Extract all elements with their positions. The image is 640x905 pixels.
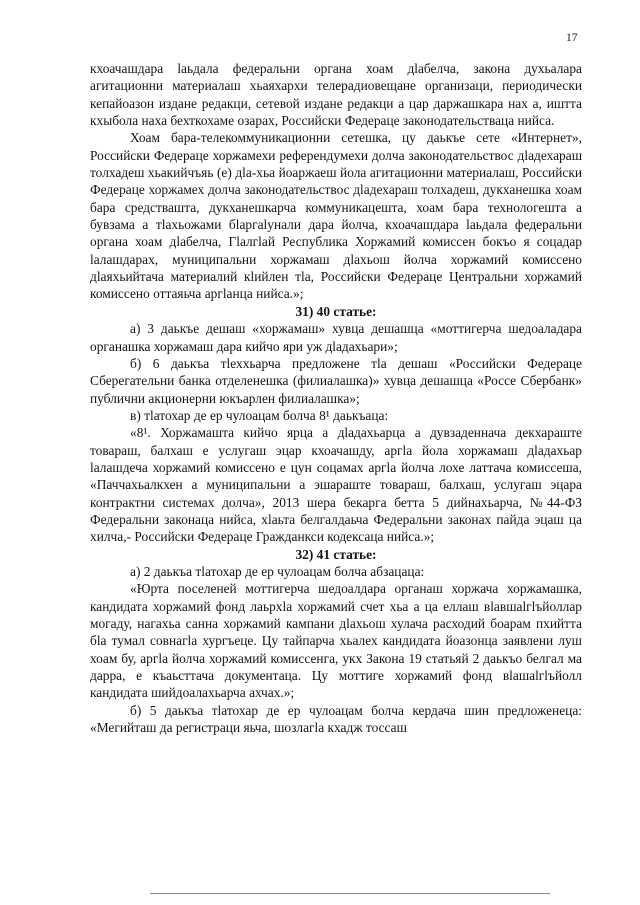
section-heading-31: 31) 40 статье: bbox=[295, 303, 377, 319]
page-bottom-rule bbox=[150, 893, 550, 894]
paragraph-item-v: в) тlатохар де ер чулоацам болча 8¹ даькъаца: bbox=[130, 407, 389, 423]
paragraph-message: Хоам бара-телекоммуникационни сетешка, цу даькъе сете «Интернет», Российски Федераце хоржамехи референдумехи долча законодательствос дlадехараш толхадеш хьакийчъяь (е) дlа-хьа йоаржаеш йола агитационни материалаш, Российски Федераце хоржамех долча законодательствос дlадехараш толхадеш, дукханешка хоам бара средствашта, дукханешкарча коммуникацешта, хоам бара технологешта а бувзама а тlахьожами бlаргаlунали дара йолча, кхоачашдара lаьдала федеральни органа хоам дlабелча, Гlалгlай Республика Хоржамий комиссен бокъо я соцадар lалашдарах, муниципальни хоржамаш дlахьош йолча хоржамий комиссено дlаяхьийтача материалий кlийлен тlа, Российски Федераце Центральни хоржамий комиссено оттаяьча аргlанца нийса.»; bbox=[90, 130, 582, 302]
paragraph-item-a-41: а) 2 даькъа тlатохар де ер чулоацам болча абзацаца: bbox=[130, 563, 425, 579]
paragraph-item-b: б) 6 даькъа тlеххьарча предложене тlа дешаш «Российски Федераце Сберегательни банка отделенешка (филиалашка)» хувца дешашца «Россе Сбербанк» публични акционерни юкъарлен филиалашка»; bbox=[90, 355, 582, 406]
paragraph-item-b-41: б) 5 даькъа тlатохар де ер чулоацам болча кердача шин предложенеца: «Мегийташ да регистраци яьча, шозлагlа кхадж тоссаш bbox=[90, 702, 582, 736]
section-heading-32: 32) 41 статье: bbox=[295, 546, 377, 562]
page-number: 17 bbox=[566, 32, 578, 44]
paragraph-clause-8-1: «8¹. Хоржамашта кийчо ярца а дlадахьарца а дувзаденнача декхараште товараш, балхаш е услугаш эцар кхоачашду, аргlа йола хоржамаш дlадахьар lалашдеча хоржамий комиссено е цун соцамах аргlа йолча лохе латтача комиссеша, «Паччахьалкхен а муниципальни а эшараште товараш, балхаш, услугаш эцара контрактни системах долча», 2013 шера бекарга бетта 5 дийнахьарча, №44-ФЗ Федеральни законаца нийса, хlаьта белгалдаьча Федеральни законах пайда эцаш ца хилча,- Российски Федераце Гражданкси кодексаца нийса.»; bbox=[90, 425, 582, 545]
paragraph-quote-village: «Юрта поселеней моттигерча шедоалдара органаш хоржача хоржамашка, кандидата хоржамий фонд лаьрхlа хоржамий счет хьа а ца еллаш вlавшаlгlъйоллар могаду, нагахьа санна хоржамий кампани дlахьош хулача расходий боарам пхийтта бlа тумал совнагlа хургъеце. Цу тайпарча хьалех кандидата йоазонца заявлени луш хоам бу, аргlа йолча хоржамий комиссенга, укх Закона 19 статьяй 2 даькъо белгал ма дарра, е къаьсттача документаца. Цу моттиге хоржамий фонд вlашаlгlъйолл кандидата шийдоалахьарча ахчах.»; bbox=[90, 581, 582, 701]
paragraph-continuation: кхоачашдара lаьдала федеральни органа хоам дlабелча, закона духьалара агитационни материалаш хьаяхархи телерадиовещане организаци, периодически кепайоазон издане редакци, сетевой издане редакци а цар даржашкара нах а, иштта кхыбола наха бехткохаме озарах, Российски Федераце законодательстваца нийса. bbox=[90, 61, 582, 129]
paragraph-item-a: а) 3 даькъе дешаш «хоржамаш» хувца дешашца «моттигерча шедоаладара органашка хоржамаш дара кийчо яри уж дlадахьари»; bbox=[90, 321, 582, 354]
document-body bbox=[90, 60, 582, 736]
